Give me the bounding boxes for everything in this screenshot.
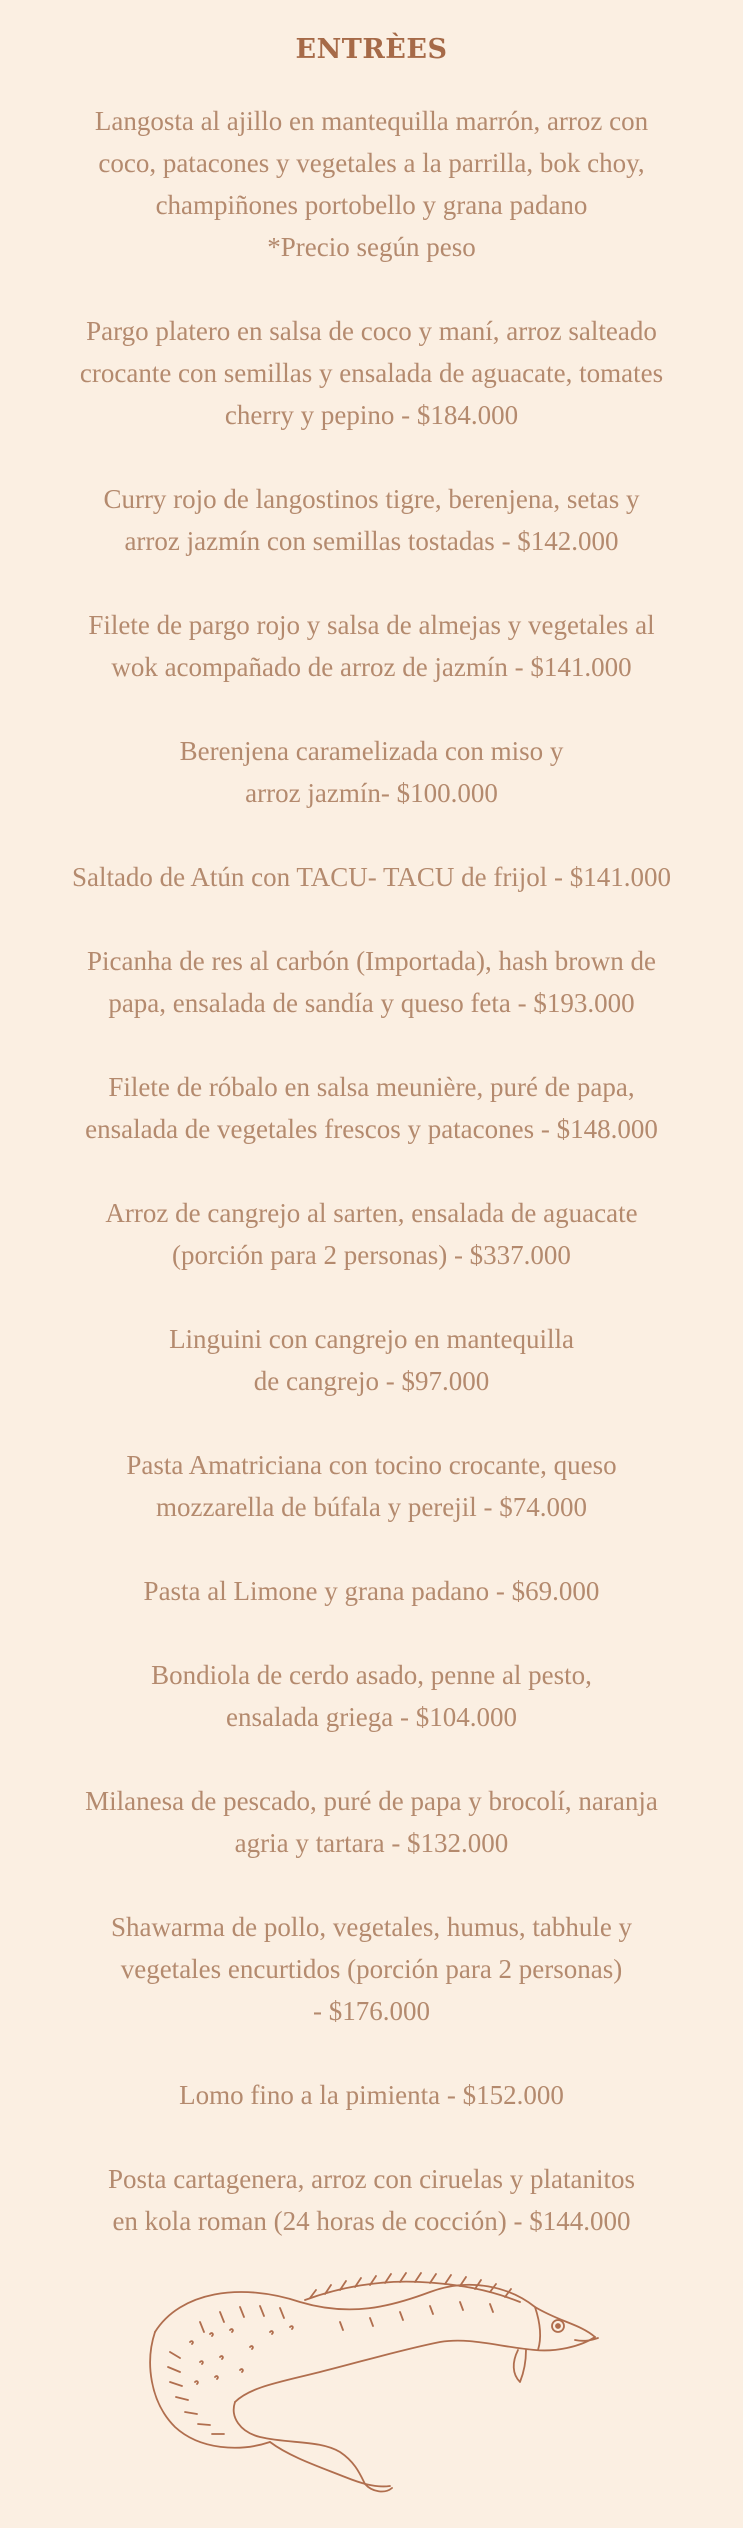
menu-item-line: mozzarella de búfala y perejil - $74.000 xyxy=(155,1492,588,1522)
menu-item-line: de cangrejo - $97.000 xyxy=(253,1366,490,1396)
menu-item-line: - $176.000 xyxy=(313,1996,430,2026)
menu-item-price-note: *Precio según peso xyxy=(267,232,476,262)
section-title: ENTRÈES xyxy=(295,34,448,65)
menu-item xyxy=(0,100,743,268)
menu-item-line: Berenjena caramelizada con miso y xyxy=(179,736,564,766)
menu-item xyxy=(0,1318,743,1402)
menu-item-line: Bondiola de cerdo asado, penne al pesto, xyxy=(151,1660,592,1690)
menu-item-line: Pasta al Limone y grana padano - $69.000 xyxy=(143,1576,600,1606)
menu-item-line: Filete de róbalo en salsa meunière, puré de papa, xyxy=(108,1072,635,1102)
menu-item xyxy=(0,2158,743,2242)
menu-item-line: Saltado de Atún con TACU- TACU de frijol - $141.000 xyxy=(71,862,672,892)
menu-item-line: Filete de pargo rojo y salsa de almejas y vegetales al xyxy=(88,610,655,640)
menu-item-line: crocante con semillas y ensalada de aguacate, tomates xyxy=(79,358,664,388)
menu-item-line: arroz jazmín- $100.000 xyxy=(245,778,498,808)
menu-item xyxy=(0,856,743,898)
menu-item-line: Linguini con cangrejo en mantequilla xyxy=(169,1324,574,1354)
menu-item-line: champiñones portobello y grana padano xyxy=(155,190,588,220)
menu-item xyxy=(0,310,743,436)
menu-item-line: arroz jazmín con semillas tostadas - $142.000 xyxy=(124,526,619,556)
menu-item-line: agria y tartara - $132.000 xyxy=(234,1828,509,1858)
menu-item xyxy=(0,1780,743,1864)
menu-item-line: Picanha de res al carbón (Importada), hash brown de xyxy=(86,946,657,976)
menu-item xyxy=(0,1654,743,1738)
menu-item xyxy=(0,1066,743,1150)
menu-item-line: Pargo platero en salsa de coco y maní, arroz salteado xyxy=(86,316,657,346)
menu-item xyxy=(0,730,743,814)
menu-item-line: cherry y pepino - $184.000 xyxy=(224,400,519,430)
menu-item xyxy=(0,2074,743,2116)
menu-item xyxy=(0,1570,743,1612)
eel-illustration-icon xyxy=(140,2262,610,2502)
menu-item-line: Milanesa de pescado, puré de papa y brocolí, naranja xyxy=(85,1786,658,1816)
menu-item-line: wok acompañado de arroz de jazmín - $141.000 xyxy=(111,652,632,682)
menu-item-line: Lomo fino a la pimienta - $152.000 xyxy=(179,2080,564,2110)
menu-item-line: Langosta al ajillo en mantequilla marrón, arroz con xyxy=(94,106,649,136)
menu-item-line: ensalada de vegetales frescos y patacones - $148.000 xyxy=(85,1114,658,1144)
menu-item xyxy=(0,1444,743,1528)
menu-item-line: vegetales encurtidos (porción para 2 personas) xyxy=(120,1954,623,1984)
menu-item-line: Pasta Amatriciana con tocino crocante, queso xyxy=(126,1450,617,1480)
menu-item-line: Curry rojo de langostinos tigre, berenjena, setas y xyxy=(103,484,640,514)
menu-item xyxy=(0,940,743,1024)
menu-items-list xyxy=(0,100,743,2284)
menu-item xyxy=(0,1192,743,1276)
menu-item xyxy=(0,478,743,562)
menu-item-line: Posta cartagenera, arroz con ciruelas y platanitos xyxy=(107,2164,635,2194)
menu-item-line: ensalada griega - $104.000 xyxy=(226,1702,517,1732)
menu-item-line: papa, ensalada de sandía y queso feta - $193.000 xyxy=(108,988,635,1018)
menu-item-line: en kola roman (24 horas de cocción) - $144.000 xyxy=(112,2206,631,2236)
menu-item xyxy=(0,604,743,688)
menu-item-line: coco, patacones y vegetales a la parrilla, bok choy, xyxy=(98,148,645,178)
menu-item xyxy=(0,1906,743,2032)
menu-item-line: (porción para 2 personas) - $337.000 xyxy=(172,1240,571,1270)
menu-item-line: Shawarma de pollo, vegetales, humus, tabhule y xyxy=(110,1912,633,1942)
menu-item-line: Arroz de cangrejo al sarten, ensalada de aguacate xyxy=(105,1198,638,1228)
